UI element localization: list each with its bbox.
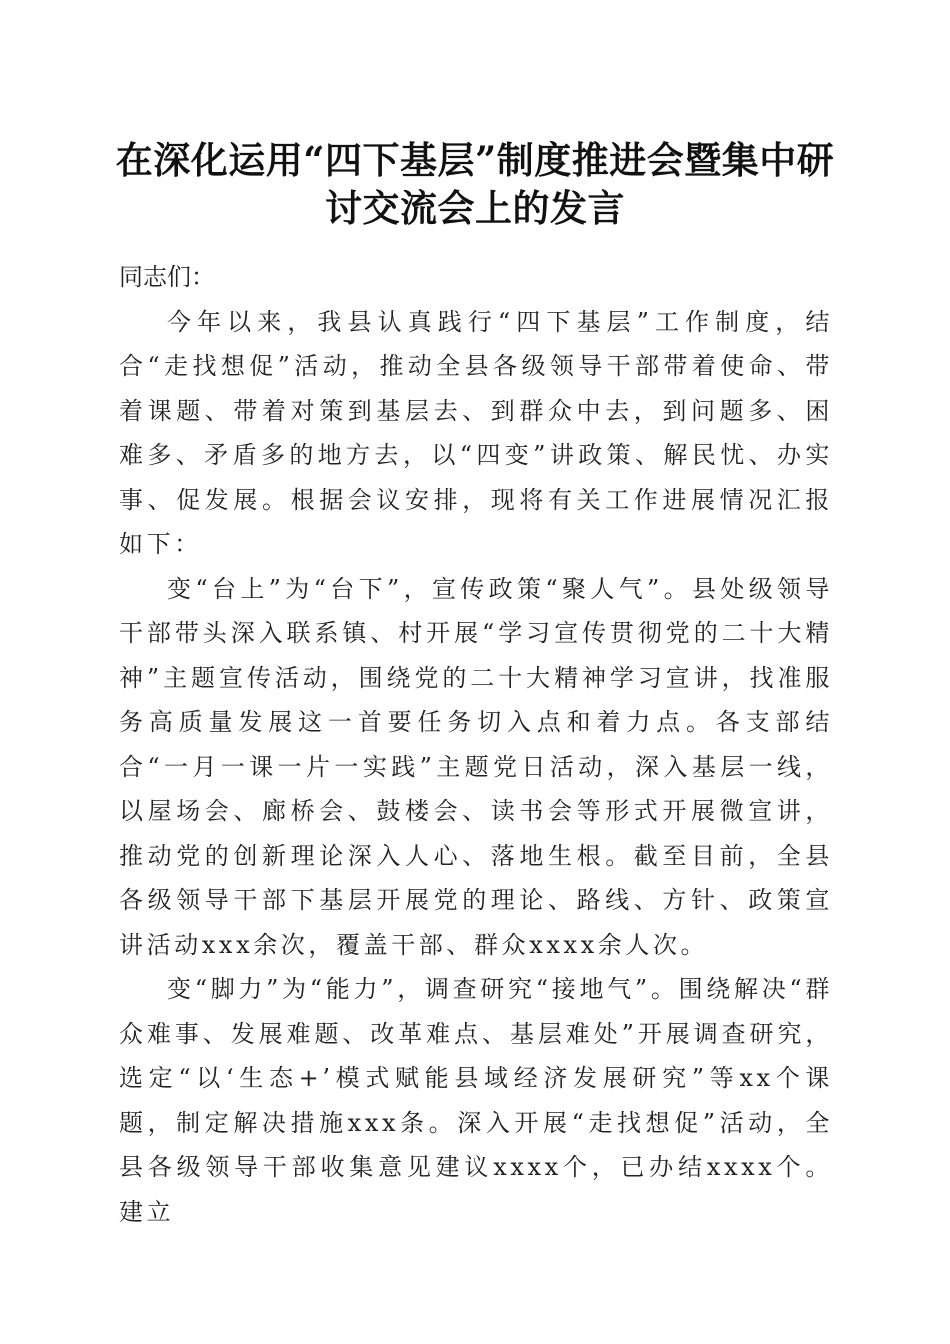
paragraph-research: 变“脚力”为“能力”，调查研究“接地气”。围绕解决“群众难事、发展难题、改革难点、基层难处”开展调查研究，选定“以‘生态+’模式赋能县域经济发展研究”等xx个课题，制定解决措施xxx条。深入开展“走找想促”活动，全县各级领导干部收集意见建议xxxx个，已办结xxxx个。建立 <box>119 975 833 1226</box>
document-title <box>110 136 840 232</box>
title-line-1: 在深化运用“四下基层”制度推进会暨集中研 <box>115 138 835 182</box>
paragraph-intro: 今年以来，我县认真践行“四下基层”工作制度，结合“走找想促”活动，推动全县各级领导干部带着使命、带着课题、带着对策到基层去、到群众中去，到问题多、困难多、矛盾多的地方去，以“四变”讲政策、解民忧、办实事、促发展。根据会议安排，现将有关工作进展情况汇报如下： <box>119 307 833 558</box>
paragraph-policy-publicity: 变“台上”为“台下”，宣传政策“聚人气”。县处级领导干部带头深入联系镇、村开展“学习宣传贯彻党的二十大精神”主题宣传活动，围绕党的二十大精神学习宣讲，找准服务高质量发展这一首要任务切入点和着力点。各支部结合“一月一课一片一实践”主题党日活动，深入基层一线，以屋场会、廊桥会、鼓楼会、读书会等形式开展微宣讲，推动党的创新理论深入人心、落地生根。截至目前，全县各级领导干部下基层开展党的理论、路线、方针、政策宣讲活动xxx余次，覆盖干部、群众xxxx余人次。 <box>119 574 833 959</box>
salutation: 同志们： <box>119 263 215 291</box>
document-body <box>119 255 833 1234</box>
title-line-2: 讨交流会上的发言 <box>325 186 625 230</box>
